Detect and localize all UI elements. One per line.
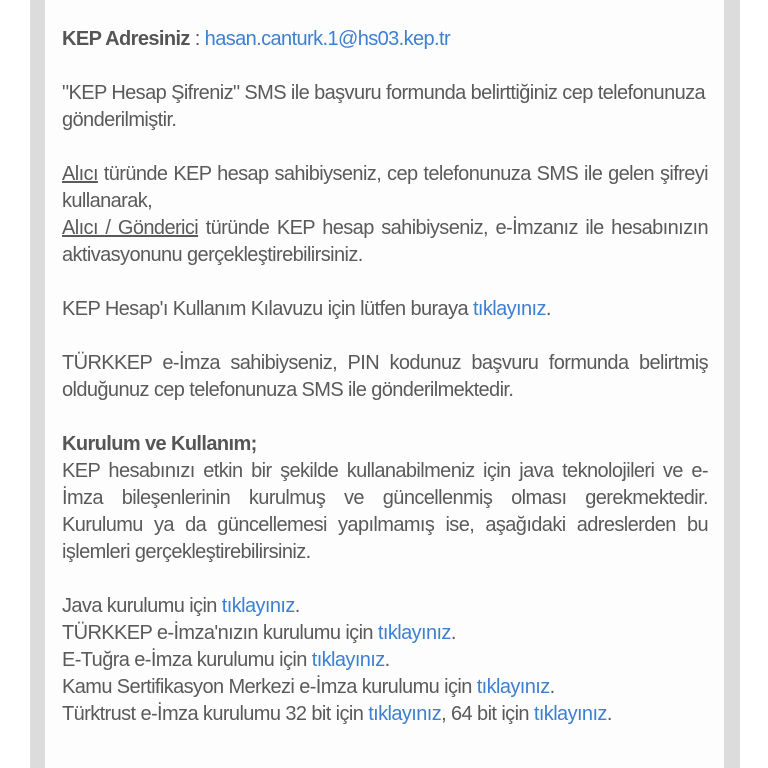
install-etugra-suffix: . [384, 649, 390, 671]
kep-address-label: KEP Adresiniz [62, 28, 190, 50]
install-turkkep-suffix: . [450, 622, 456, 644]
sender-type-label: Alıcı / Gönderici [62, 217, 199, 239]
kep-address-separator: : [189, 28, 205, 50]
install-turktrust-suffix: . [606, 703, 612, 725]
receiver-type-label: Alıcı [62, 163, 98, 185]
guide-line [62, 296, 708, 323]
install-java-link[interactable]: tıklayınız [221, 595, 295, 617]
guide-text: KEP Hesap'ı Kullanım Kılavuzu için lütfen buraya [62, 298, 473, 320]
install-etugra [62, 647, 708, 674]
install-turktrust [62, 701, 708, 728]
activation-receiver [62, 161, 708, 215]
kep-address-link[interactable]: hasan.canturk.1@hs03.kep.tr [204, 28, 451, 50]
message-body [62, 26, 708, 728]
message-card [45, 0, 724, 768]
install-turkkep [62, 620, 708, 647]
install-kamusm-suffix: . [549, 676, 555, 698]
install-turkkep-text: TÜRKKEP e-İmza'nızın kurulumu için [62, 622, 378, 644]
install-java-suffix: . [294, 595, 300, 617]
install-turktrust-text: Türktrust e-İmza kurulumu 32 bit için [62, 703, 369, 725]
install-kamusm-text: Kamu Sertifikasyon Merkezi e-İmza kurulumu için [62, 676, 477, 698]
activation-sender [62, 215, 708, 269]
install-kamusm-link[interactable]: tıklayınız [476, 676, 550, 698]
pin-notice: TÜRKKEP e-İmza sahibiyseniz, PIN kodunuz başvuru formunda belirtmiş olduğunuz cep telefonunuza SMS ile gönderilmektedir. [62, 352, 708, 401]
receiver-text: türünde KEP hesap sahibiyseniz, cep telefonunuza SMS ile gelen şifreyi kullanarak, [62, 163, 708, 212]
install-etugra-link[interactable]: tıklayınız [311, 649, 385, 671]
install-java-text: Java kurulumu için [62, 595, 222, 617]
kep-address-line [62, 26, 708, 53]
install-java [62, 593, 708, 620]
password-notice: "KEP Hesap Şifreniz" SMS ile başvuru formunda belirttiğiniz cep telefonunuza gönderilmiştir. [62, 82, 706, 131]
install-turktrust-32-link[interactable]: tıklayınız [368, 703, 442, 725]
install-turktrust-middle: , 64 bit için [441, 703, 534, 725]
guide-suffix: . [545, 298, 551, 320]
install-kamusm [62, 674, 708, 701]
sender-text: türünde KEP hesap sahibiyseniz, e-İmzanız ile hesabınızın aktivasyonunu gerçekleştirebilirsiniz. [62, 217, 708, 266]
install-etugra-text: E-Tuğra e-İmza kurulumu için [62, 649, 312, 671]
install-turktrust-64-link[interactable]: tıklayınız [533, 703, 607, 725]
setup-heading: Kurulum ve Kullanım; [62, 433, 257, 455]
install-turkkep-link[interactable]: tıklayınız [377, 622, 451, 644]
guide-link[interactable]: tıklayınız [472, 298, 546, 320]
setup-body: KEP hesabınızı etkin bir şekilde kullanabilmeniz için java teknolojileri ve e-İmza bileşenlerinin kurulmuş ve güncellenmiş olması gerekmektedir. Kurulumu ya da güncellemesi yapılmamış ise, aşağıdaki adreslerden bu işlemleri gerçekleştirebilirsiniz. [62, 460, 708, 563]
